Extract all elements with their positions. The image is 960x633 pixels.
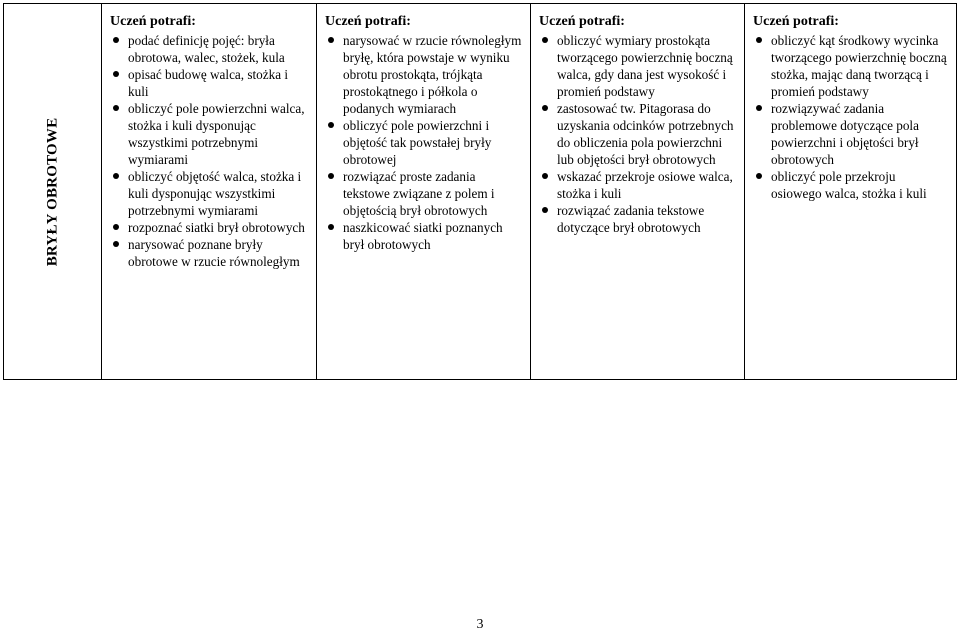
page-number: 3 [476, 617, 484, 632]
list-item: rozwiązać zadania tekstowe dotyczące brył obrotowych [539, 202, 736, 236]
list-item: narysować w rzucie równoległym bryłę, która powstaje w wyniku obrotu prostokąta, trójkąta prostokątnego i półkola o podanych wymiarach [325, 32, 522, 117]
section-title: BRYŁY OBROTOWE [44, 117, 60, 266]
column-heading: Uczeń potrafi: [325, 14, 411, 29]
list-item: obliczyć pole powierzchni i objętość tak powstałej bryły obrotowej [325, 117, 522, 168]
list-item: obliczyć kąt środkowy wycinka tworzącego powierzchnię boczną stożka, mając daną tworzącą i promień podstawy [753, 32, 948, 100]
section-title-cell [4, 4, 102, 379]
column-heading: Uczeń potrafi: [539, 14, 625, 29]
list-item: narysować poznane bryły obrotowe w rzucie równoległym [110, 236, 308, 270]
list-item: naszkicować siatki poznanych brył obrotowych [325, 219, 522, 253]
requirements-list [539, 32, 736, 236]
list-item: rozwiązać proste zadania tekstowe związane z polem i objętością brył obrotowych [325, 168, 522, 219]
column-3 [531, 4, 745, 379]
list-item: opisać budowę walca, stożka i kuli [110, 66, 308, 100]
list-item: obliczyć wymiary prostokąta tworzącego powierzchnię boczną walca, gdy dana jest wysokość i promień podstawy [539, 32, 736, 100]
requirements-list [753, 32, 948, 202]
column-heading: Uczeń potrafi: [110, 14, 196, 29]
requirements-list [110, 32, 308, 270]
list-item: zastosować tw. Pitagorasa do uzyskania odcinków potrzebnych do obliczenia pola powierzchni lub objętości brył obrotowych [539, 100, 736, 168]
column-1 [102, 4, 317, 379]
list-item: podać definicję pojęć: bryła obrotowa, walec, stożek, kula [110, 32, 308, 66]
list-item: rozpoznać siatki brył obrotowych [110, 219, 308, 236]
list-item: obliczyć pole powierzchni walca, stożka i kuli dysponując wszystkimi potrzebnymi wymiarami [110, 100, 308, 168]
list-item: rozwiązywać zadania problemowe dotyczące pola powierzchni i objętości brył obrotowych [753, 100, 948, 168]
requirements-table [3, 3, 957, 380]
column-heading: Uczeń potrafi: [753, 14, 839, 29]
column-4 [745, 4, 956, 379]
requirements-list [325, 32, 522, 253]
column-2 [317, 4, 531, 379]
list-item: obliczyć objętość walca, stożka i kuli dysponując wszystkimi potrzebnymi wymiarami [110, 168, 308, 219]
list-item: wskazać przekroje osiowe walca, stożka i kuli [539, 168, 736, 202]
list-item: obliczyć pole przekroju osiowego walca, stożka i kuli [753, 168, 948, 202]
